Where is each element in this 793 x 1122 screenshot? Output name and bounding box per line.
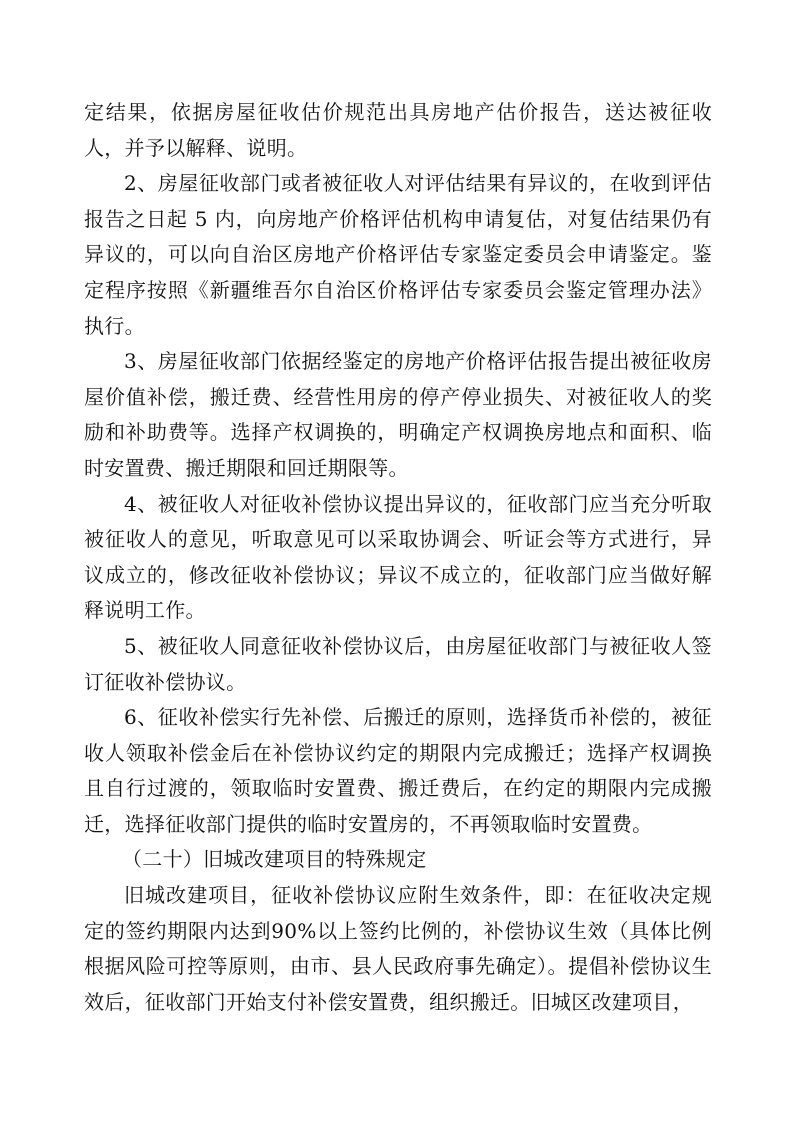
section-heading: （二十）旧城改建项目的特殊规定 xyxy=(122,847,427,872)
paragraph-old-city: 旧城改建项目，征收补偿协议应附生效条件，即：在征收决定规定的签约期限内达到90%以上签约比例的，补偿协议生效（具体比例根据风险可控等原则，由市、县人民政府事先确定）。提倡补偿协议生效后，征收部门开始支付补偿安置费，组织搬迁。旧城区改建项目， xyxy=(84,883,712,1014)
paragraph-item-5: 5、被征收人同意征收补偿协议后，由房屋征收部门与被征收人签订征收补偿协议。 xyxy=(84,633,712,694)
paragraph-item-3: 3、房屋征收部门依据经鉴定的房地产价格评估报告提出被征收房屋价值补偿，搬迁费、经营性用房的停产停业损失、对被征收人的奖励和补助费等。选择产权调换的，明确定产权调换房地点和面积、临时安置费、搬迁期限和回迁期限等。 xyxy=(84,349,712,480)
paragraph-item-6: 6、征收补偿实行先补偿、后搬迁的原则，选择货币补偿的，被征收人领取补偿金后在补偿协议约定的期限内完成搬迁；选择产权调换且自行过渡的，领取临时安置费、搬迁费后，在约定的期限内完成搬迁，选择征收部门提供的临时安置房的，不再领取临时安置费。 xyxy=(84,705,712,836)
paragraph-item-4: 4、被征收人对征收补偿协议提出异议的，征收部门应当充分听取被征收人的意见，听取意见可以采取协调会、听证会等方式进行，异议成立的，修改征收补偿协议；异议不成立的，征收部门应当做好解释说明工作。 xyxy=(84,491,712,623)
document-body xyxy=(84,95,712,1020)
paragraph-continued: 定结果，依据房屋征收估价规范出具房地产估价报告，送达被征收人，并予以解释、说明。 xyxy=(84,100,712,160)
paragraph-item-2: 2、房屋征收部门或者被征收人对评估结果有异议的，在收到评估报告之日起 5 内，向房地产价格评估机构申请复估，对复估结果仍有异议的，可以向自治区房地产价格评估专家鉴定委员会申请鉴定。鉴定程序按照《新疆维吾尔自治区价格评估专家委员会鉴定管理办法》执行。 xyxy=(84,171,712,338)
